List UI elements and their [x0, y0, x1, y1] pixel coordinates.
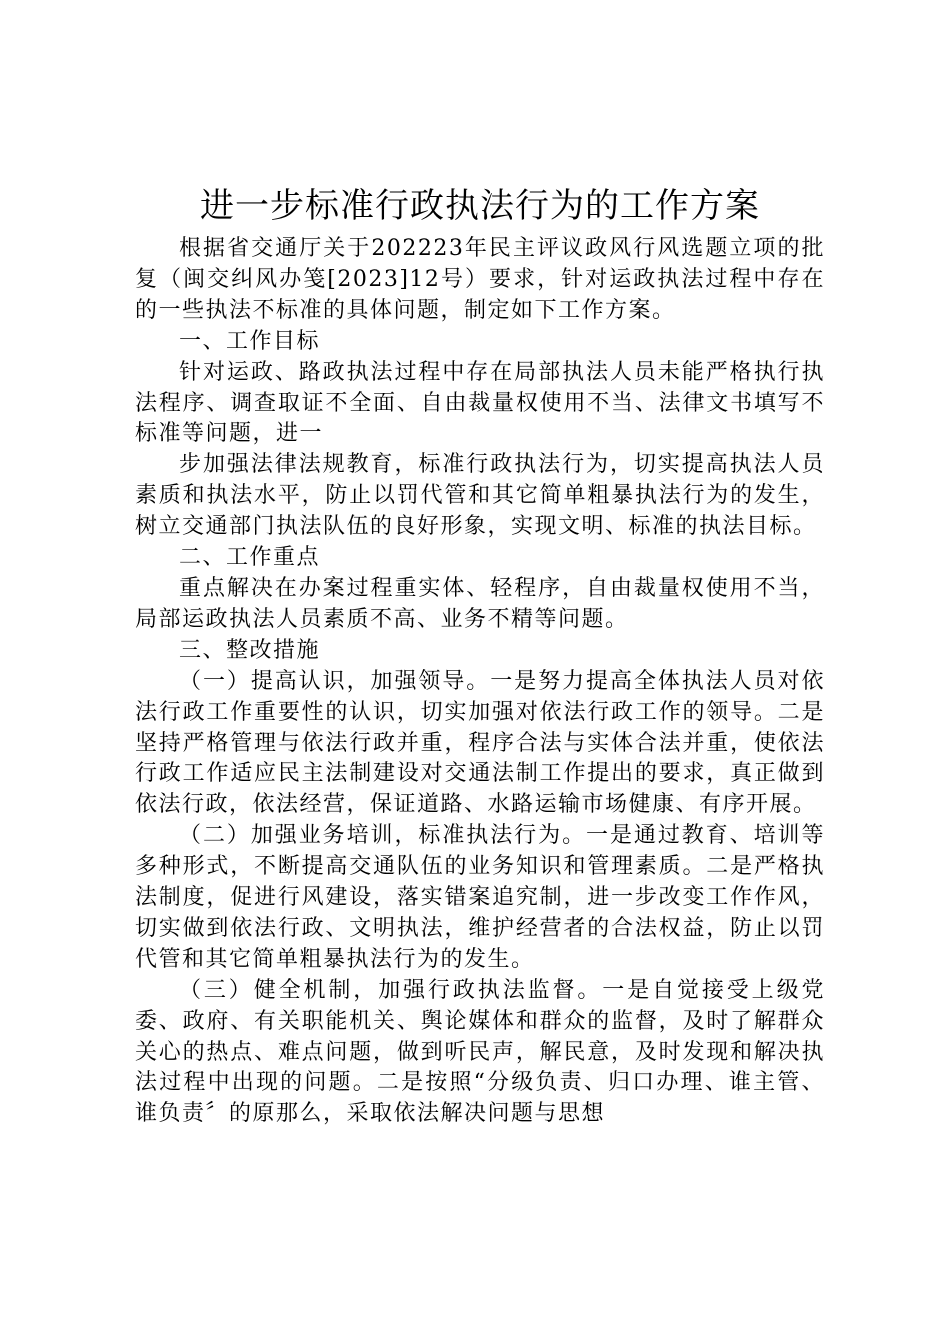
section-heading-focus: 二、工作重点	[179, 545, 321, 571]
paragraph-goals-1: 针对运政、路政执法过程中存在局部执法人员未能严格执行执法程序、调查取证不全面、自由裁量权使用不当、法律文书填写不标准等问题，进一	[135, 359, 825, 447]
document-body	[135, 234, 825, 1130]
document-title: 进一步标准行政执法行为的工作方案	[200, 186, 760, 226]
paragraph-intro: 根据省交通厅关于202223年民主评议政风行风选题立项的批复（闽交纠风办笺[2023]12号）要求，针对运政执法过程中存在的一些执法不标准的具体问题，制定如下工作方案。	[135, 236, 825, 323]
paragraph-focus: 重点解决在办案过程重实体、轻程序，自由裁量权使用不当，局部运政执法人员素质不高、业务不精等问题。	[135, 575, 825, 632]
section-heading-measures: 三、整改措施	[179, 637, 321, 663]
paragraph-measure-1: （一）提高认识，加强领导。一是努力提高全体执法人员对依法行政工作重要性的认识，切实加强对依法行政工作的领导。二是坚持严格管理与依法行政并重，程序合法与实体合法并重，使依法行政工作适应民主法制建设对交通法制工作提出的要求，真正做到依法行政，依法经营，保证道路、水路运输市场健康、有序开展。	[135, 668, 825, 818]
paragraph-measure-3: （三）健全机制，加强行政执法监督。一是自觉接受上级党委、政府、有关职能机关、舆论媒体和群众的监督，及时了解群众关心的热点、难点问题，做到听民声，解民意，及时发现和解决执法过程中出现的问题。二是按照“分级负责、归口办理、谁主管、谁负责〞的原那么，采取依法解决问题与思想	[135, 977, 825, 1127]
paragraph-measure-2: （二）加强业务培训，标准执法行为。一是通过教育、培训等多种形式，不断提高交通队伍的业务知识和管理素质。二是严格执法制度，促进行风建设，落实错案追究制，进一步改变工作作风，切实做到依法行政、文明执法，维护经营者的合法权益，防止以罚代管和其它简单粗暴执法行为的发生。	[135, 823, 825, 972]
document-page	[135, 178, 825, 1130]
paragraph-goals-2: 步加强法律法规教育，标准行政执法行为，切实提高执法人员素质和执法水平，防止以罚代管和其它简单粗暴执法行为的发生，树立交通部门执法队伍的良好形象，实现文明、标准的执法目标。	[135, 452, 825, 540]
section-heading-goals: 一、工作目标	[179, 328, 321, 354]
